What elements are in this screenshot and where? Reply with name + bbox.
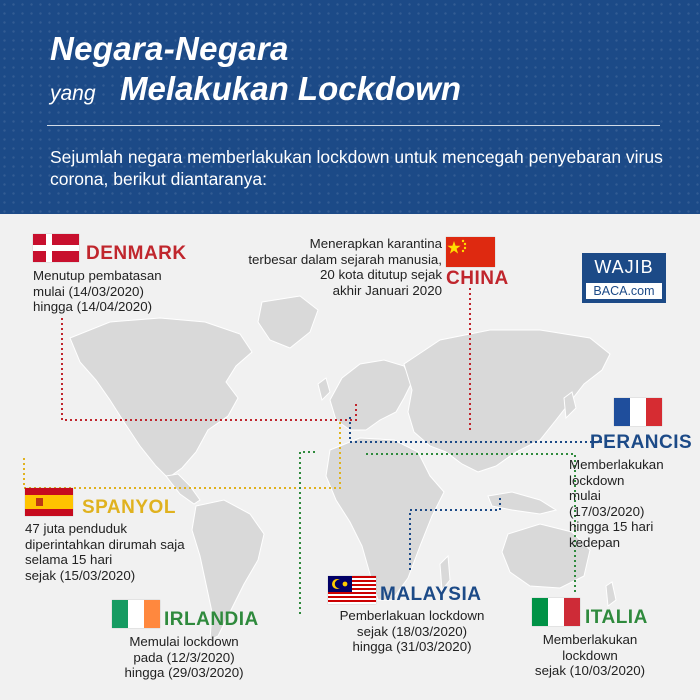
title-line2-prefix: yang [50, 82, 96, 105]
country-name-malaysia: MALAYSIA [380, 584, 482, 605]
country-name-china: CHINA [446, 268, 509, 289]
country-desc-italia: Memberlakukan lockdown sejak (10/03/2020) [534, 632, 646, 678]
logo-line2: BACA.com [586, 283, 662, 299]
connector-irlandia [300, 452, 318, 614]
spain-flag-icon [25, 488, 73, 516]
landmass-asia [404, 330, 610, 472]
country-name-italia: ITALIA [585, 607, 648, 628]
italy-flag-icon [532, 598, 580, 626]
malaysia-flag-icon [328, 576, 376, 604]
country-name-irlandia: IRLANDIA [164, 609, 259, 630]
country-desc-irlandia: Memulai lockdown pada (12/3/2020) hingga (29/03/2020) [124, 634, 244, 680]
country-desc-malaysia: Pemberlakuan lockdown sejak (18/03/2020) hingga (31/03/2020) [339, 608, 485, 654]
landmass-europe [330, 360, 412, 430]
france-flag-icon [614, 398, 662, 426]
country-name-perancis: PERANCIS [590, 432, 693, 453]
landmass-uk [318, 378, 330, 400]
country-desc-china: Menerapkan karantina terbesar dalam sejarah manusia, 20 kota ditutup sejak akhir Januari 2020 [248, 236, 442, 298]
landmass-greenland [258, 296, 318, 348]
title-line2-main: Melakukan Lockdown [120, 70, 462, 107]
country-desc-spanyol: 47 juta penduduk diperintahkan dirumah saja selama 15 hari sejak (15/03/2020) [25, 521, 185, 583]
landmass-north-america [70, 318, 252, 478]
country-name-denmark: DENMARK [86, 243, 187, 264]
country-desc-perancis: Memberlakukan lockdown mulai (17/03/2020) hingga 15 hari kedepan [569, 457, 664, 550]
landmass-indonesia [488, 492, 556, 514]
subtitle: Sejumlah negara memberlakukan lockdown untuk mencegah penyebaran virus corona, berikut diantaranya: [50, 147, 663, 189]
country-desc-denmark: Menutup pembatasan mulai (14/03/2020) hingga (14/04/2020) [33, 268, 162, 314]
logo-line1: WAJIB [594, 257, 654, 277]
title-line1: Negara-Negara [50, 30, 289, 67]
ireland-flag-icon [112, 600, 160, 628]
wajibbaca-logo [582, 253, 666, 303]
denmark-flag-icon [33, 234, 79, 262]
landmass-new-zealand [606, 582, 616, 606]
china-flag-icon [446, 237, 495, 267]
country-name-spanyol: SPANYOL [82, 497, 176, 518]
